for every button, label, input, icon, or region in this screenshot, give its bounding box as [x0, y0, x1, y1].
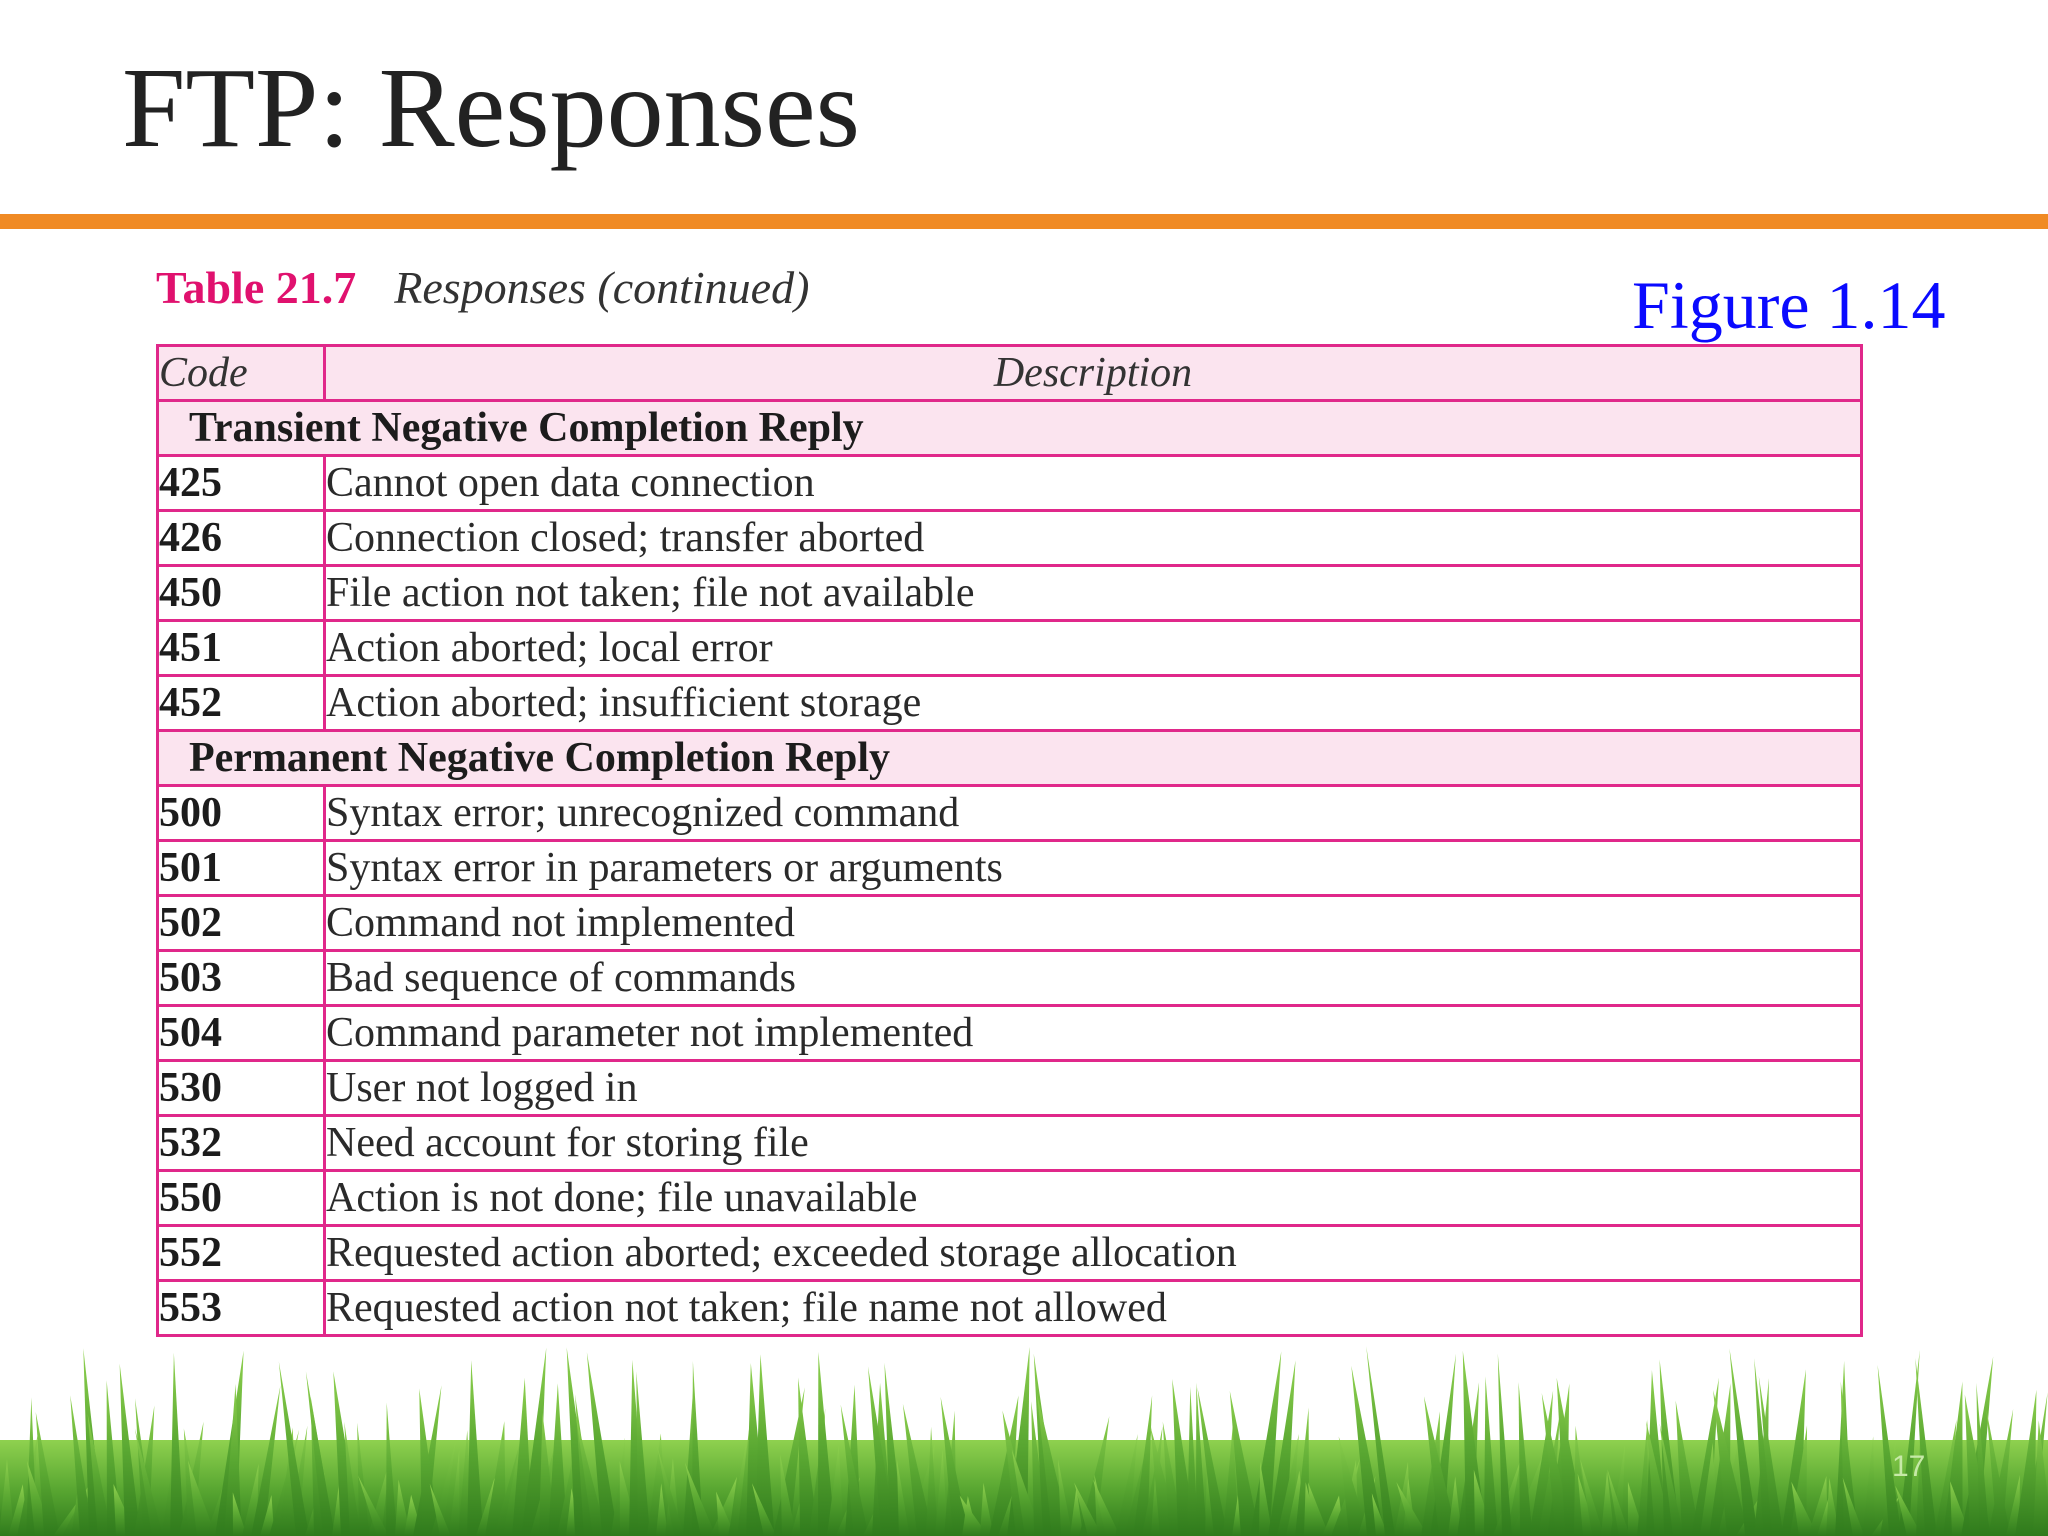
header-code: Code — [158, 346, 325, 401]
section-title: Transient Negative Completion Reply — [158, 401, 1862, 456]
response-code: 500 — [158, 786, 325, 841]
response-description: Action is not done; file unavailable — [325, 1171, 1862, 1226]
table-row — [158, 1226, 1862, 1281]
response-code: 504 — [158, 1006, 325, 1061]
table-row — [158, 456, 1862, 511]
table-row — [158, 621, 1862, 676]
response-description: Requested action not taken; file name not allowed — [325, 1281, 1862, 1336]
response-code: 550 — [158, 1171, 325, 1226]
grass-decoration — [0, 1330, 2048, 1536]
response-description: Bad sequence of commands — [325, 951, 1862, 1006]
response-code: 452 — [158, 676, 325, 731]
header-description: Description — [325, 346, 1862, 401]
table-row — [158, 1171, 1862, 1226]
section-header-row — [158, 731, 1862, 786]
response-code: 426 — [158, 511, 325, 566]
response-code: 501 — [158, 841, 325, 896]
response-code: 450 — [158, 566, 325, 621]
table-number: Table 21.7 — [156, 262, 357, 313]
table-row — [158, 566, 1862, 621]
response-description: File action not taken; file not available — [325, 566, 1862, 621]
response-description: Command parameter not implemented — [325, 1006, 1862, 1061]
section-title: Permanent Negative Completion Reply — [158, 731, 1862, 786]
table-row — [158, 1281, 1862, 1336]
figure-label: Figure 1.14 — [1632, 267, 1946, 343]
response-code: 425 — [158, 456, 325, 511]
response-description: Syntax error; unrecognized command — [325, 786, 1862, 841]
table-row — [158, 951, 1862, 1006]
page-number: 17 — [1892, 1450, 1926, 1483]
table-row — [158, 786, 1862, 841]
table-row — [158, 1006, 1862, 1061]
slide-title: FTP: Responses — [122, 44, 860, 171]
response-code: 502 — [158, 896, 325, 951]
table-row — [158, 511, 1862, 566]
response-description: User not logged in — [325, 1061, 1862, 1116]
table-body — [158, 401, 1862, 1336]
response-description: Need account for storing file — [325, 1116, 1862, 1171]
table-row — [158, 896, 1862, 951]
response-description: Syntax error in parameters or arguments — [325, 841, 1862, 896]
table-header-row — [158, 346, 1862, 401]
response-description: Requested action aborted; exceeded storage allocation — [325, 1226, 1862, 1281]
table-row — [158, 1116, 1862, 1171]
table-row — [158, 676, 1862, 731]
section-header-row — [158, 401, 1862, 456]
table-row — [158, 1061, 1862, 1116]
response-description: Action aborted; insufficient storage — [325, 676, 1862, 731]
response-description: Cannot open data connection — [325, 456, 1862, 511]
response-code: 553 — [158, 1281, 325, 1336]
response-code: 530 — [158, 1061, 325, 1116]
response-code: 451 — [158, 621, 325, 676]
response-code: 503 — [158, 951, 325, 1006]
response-description: Command not implemented — [325, 896, 1862, 951]
response-code: 532 — [158, 1116, 325, 1171]
responses-table — [156, 344, 1863, 1337]
response-code: 552 — [158, 1226, 325, 1281]
table-caption — [156, 258, 809, 318]
response-description: Action aborted; local error — [325, 621, 1862, 676]
accent-divider — [0, 214, 2048, 229]
response-description: Connection closed; transfer aborted — [325, 511, 1862, 566]
table-caption-text: Responses (continued) — [394, 262, 810, 313]
table-row — [158, 841, 1862, 896]
